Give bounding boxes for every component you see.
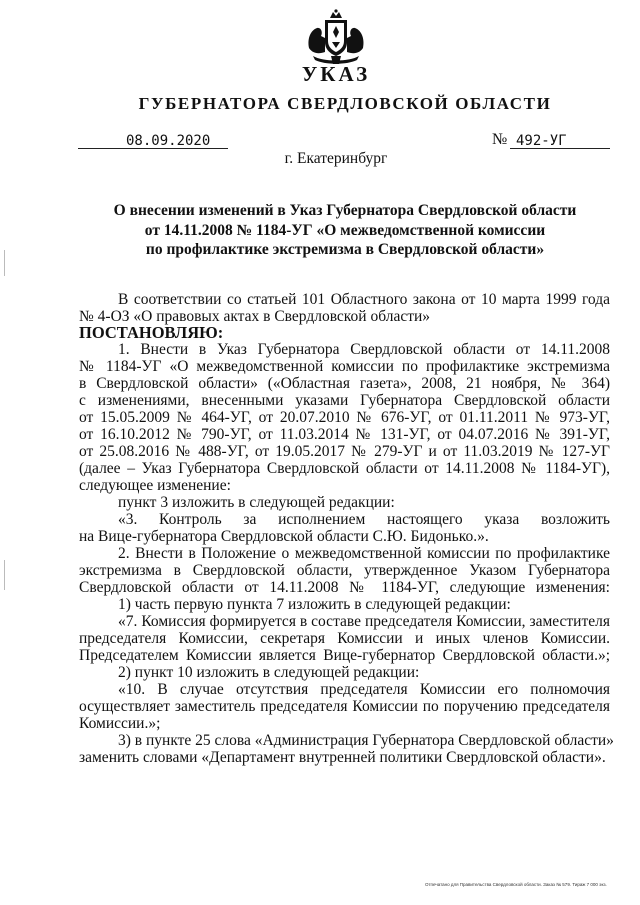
body-line: Комиссии.»;: [79, 715, 161, 732]
scan-margin-mark: [4, 560, 5, 590]
body-line: пункт 3 изложить в следующей редакции:: [118, 494, 395, 511]
issuer-title: ГУБЕРНАТОРА СВЕРДЛОВСКОЙ ОБЛАСТИ: [138, 94, 552, 113]
heading-line: по профилактике экстремизма в Свердловской области»: [145, 241, 545, 258]
body-line: 1. Внести в Указ Губернатора Свердловской области от 14.11.2008: [118, 341, 610, 358]
body-line: на Вице-губернатора Свердловской области С.Ю. Бидонько.».: [79, 528, 489, 545]
body-line: от 16.10.2012 № 790-УГ, от 11.03.2014 № 131-УГ, от 04.07.2016 № 391-УГ,: [79, 426, 610, 443]
body-line: с изменениями, внесенными указами Губернатора Свердловской области: [79, 392, 610, 409]
body-line: Свердловской области от 14.11.2008 № 1184-УГ, следующие изменения:: [79, 579, 610, 596]
decree-date: 08.09.2020: [126, 133, 211, 149]
decree-number: 492-УГ: [516, 133, 567, 149]
print-note: Отпечатано для Правительства Свердловской области. Заказ № 579. Тираж 7 000 экз.: [425, 882, 607, 887]
coat-of-arms-emblem: [303, 8, 369, 66]
body-line: 3) в пункте 25 слова «Администрация Губернатора Свердловской области»: [118, 732, 614, 749]
heading-line: О внесении изменений в Указ Губернатора Свердловской области: [113, 202, 577, 219]
resolution-word: ПОСТАНОВЛЯЮ:: [79, 323, 224, 342]
body-line: в Свердловской области» («Областная газета», 2008, 21 ноября, № 364): [79, 375, 610, 392]
body-line: 2) пункт 10 изложить в следующей редакции:: [118, 664, 420, 681]
city-label: г. Екатеринбург: [284, 150, 388, 167]
body-line: экстремизма в Свердловской области, утвержденное Указом Губернатора: [79, 562, 610, 579]
body-line: от 15.05.2009 № 464-УГ, от 20.07.2010 № 676-УГ, от 01.11.2011 № 973-УГ,: [79, 409, 610, 426]
body-line: № 1184-УГ «О межведомственной комиссии по профилактике экстремизма: [79, 358, 610, 375]
decree-heading: [90, 201, 600, 260]
scan-margin-mark: [4, 250, 5, 276]
body-line: 2. Внести в Положение о межведомственной комиссии по профилактике: [118, 545, 610, 562]
body-line: «7. Комиссия формируется в составе председателя Комиссии, заместителя: [118, 613, 610, 630]
body-line: Председателем Комиссии является Вице-губернатор Свердловской области.»;: [79, 647, 610, 664]
body-line: (далее – Указ Губернатора Свердловской области от 14.11.2008 № 1184-УГ),: [79, 460, 610, 477]
body-line: «10. В случае отсутствия председателя Комиссии его полномочия: [118, 681, 610, 698]
body-line: 1) часть первую пункта 7 изложить в следующей редакции:: [118, 596, 511, 613]
body-line: следующее изменение:: [79, 477, 231, 494]
body-line: осуществляет заместитель председателя Комиссии по поручению председателя: [79, 698, 610, 715]
number-sign: №: [492, 131, 508, 148]
body-line: «3. Контроль за исполнением настоящего указа возложить: [118, 511, 610, 528]
body-line: В соответствии со статьей 101 Областного закона от 10 марта 1999 года: [118, 291, 610, 308]
document-type-title: УКАЗ: [301, 62, 371, 86]
body-line: председателя Комиссии, секретаря Комиссии и иных членов Комиссии.: [79, 630, 610, 647]
heading-line: от 14.11.2008 № 1184-УГ «О межведомственной комиссии: [144, 221, 546, 239]
body-line: № 4-ОЗ «О правовых актах в Свердловской области»: [79, 308, 431, 325]
body-line: заменить словами «Департамент внутренней политики Свердловской области».: [79, 749, 606, 766]
body-line: от 25.08.2016 № 488-УГ, от 19.05.2017 № 279-УГ и от 11.03.2019 № 127-УГ: [79, 443, 610, 460]
